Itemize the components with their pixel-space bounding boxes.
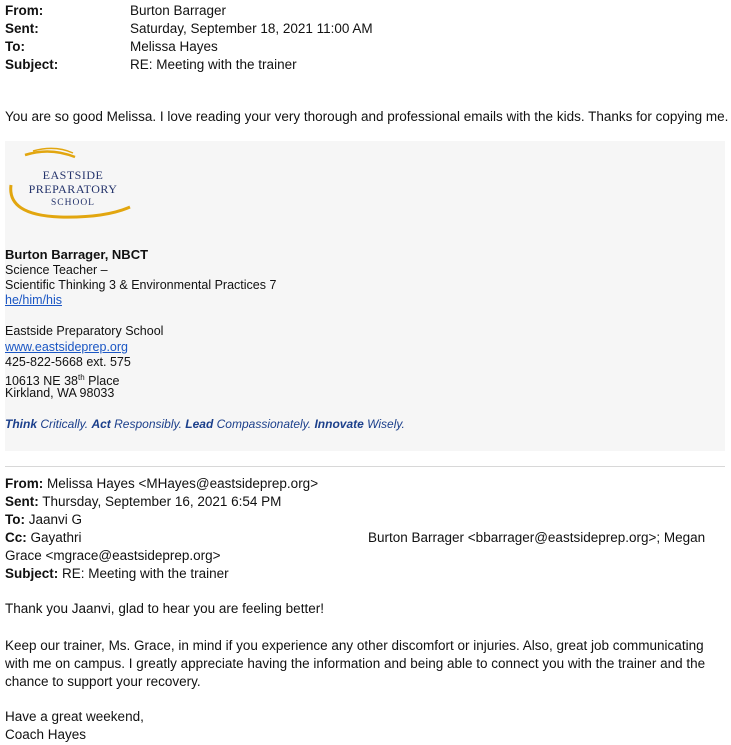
signature-phone: 425-822-5668 ext. 575	[5, 355, 131, 369]
reply-body: You are so good Melissa. I love reading your very thorough and professional emails with the kids. Thanks for copying me.	[5, 109, 729, 124]
sent-label: Sent:	[5, 21, 39, 36]
fwd-from-value: Melissa Hayes <MHayes@eastsideprep.org>	[43, 476, 319, 491]
motto-wisely: Wisely.	[363, 417, 405, 431]
message-divider	[5, 466, 725, 467]
fwd-to-value: Jaanvi G	[25, 512, 83, 527]
fwd-from-label: From:	[5, 476, 44, 491]
school-logo	[5, 145, 135, 225]
fwd-closing-2: Coach Hayes	[5, 727, 87, 742]
signature-name: Burton Barrager, NBCT	[5, 247, 149, 262]
address-place: Place	[84, 374, 120, 389]
website-link[interactable]: www.eastsideprep.org	[5, 340, 128, 354]
fwd-from-row	[5, 475, 318, 493]
to-value: Melissa Hayes	[130, 39, 218, 54]
from-label: From:	[5, 3, 44, 18]
signature-address-line2: Kirkland, WA 98033	[5, 386, 115, 400]
logo-text-eastside: EASTSIDE	[42, 168, 104, 182]
signature-title: Science Teacher –	[5, 263, 108, 277]
motto-act: Act	[91, 417, 111, 431]
fwd-sent-label: Sent:	[5, 494, 39, 509]
school-motto	[5, 417, 405, 431]
fwd-subject-label: Subject:	[5, 566, 59, 581]
fwd-subject-value: RE: Meeting with the trainer	[58, 566, 229, 581]
logo-text-preparatory: PREPARATORY	[28, 182, 118, 196]
fwd-cc-label: Cc:	[5, 530, 27, 545]
fwd-paragraph-2-line-2: with me on campus. I greatly appreciate having the information and being able to connect you with the trainer and the	[5, 656, 706, 671]
motto-critically: Critically.	[37, 417, 92, 431]
fwd-closing-1: Have a great weekend,	[5, 709, 144, 724]
fwd-sent-value: Thursday, September 16, 2021 6:54 PM	[38, 494, 282, 509]
fwd-subject-row	[5, 565, 229, 583]
subject-value: RE: Meeting with the trainer	[130, 57, 297, 72]
fwd-cc-value-3: Grace <mgrace@eastsideprep.org>	[5, 548, 221, 563]
motto-think: Think	[5, 417, 37, 431]
to-label: To:	[5, 39, 25, 54]
fwd-cc-row	[5, 529, 82, 547]
signature-school: Eastside Preparatory School	[5, 324, 164, 338]
fwd-cc-value-1: Gayathri	[26, 530, 82, 545]
motto-lead: Lead	[185, 417, 214, 431]
fwd-paragraph-2-line-3: chance to support your recovery.	[5, 674, 201, 689]
pronouns-link[interactable]: he/him/his	[5, 293, 62, 307]
subject-label: Subject:	[5, 57, 59, 72]
signature-courses: Scientific Thinking 3 & Environmental Practices 7	[5, 278, 277, 292]
logo-text-school: SCHOOL	[50, 198, 96, 208]
sent-value: Saturday, September 18, 2021 11:00 AM	[130, 21, 373, 36]
address-street: 10613 NE 38	[5, 374, 78, 389]
motto-responsibly: Responsibly.	[110, 417, 186, 431]
fwd-paragraph-1: Thank you Jaanvi, glad to hear you are feeling better!	[5, 601, 324, 616]
fwd-to-label: To:	[5, 512, 25, 527]
fwd-cc-value-2: Burton Barrager <bbarrager@eastsideprep.org>; Megan	[368, 530, 706, 545]
from-value: Burton Barrager	[130, 3, 227, 18]
fwd-to-row	[5, 511, 82, 529]
motto-innovate: Innovate	[314, 417, 364, 431]
address-ordinal: th	[77, 373, 85, 382]
motto-compassionately: Compassionately.	[213, 417, 315, 431]
fwd-paragraph-2-line-1: Keep our trainer, Ms. Grace, in mind if you experience any other discomfort or injuries. Also, great job communicating	[5, 638, 704, 653]
fwd-sent-row	[5, 493, 281, 511]
